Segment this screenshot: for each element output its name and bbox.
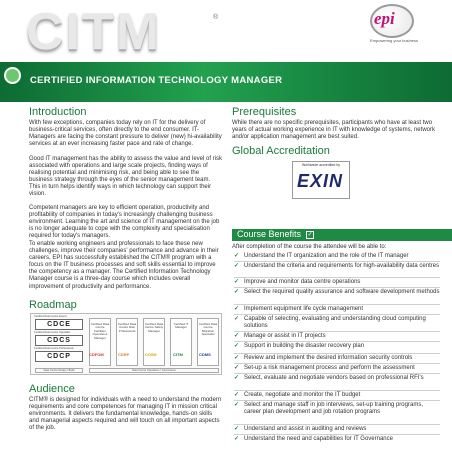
banner-title: CERTIFIED INFORMATION TECHNOLOGY MANAGER	[30, 75, 283, 86]
roadmap-level-cdcp: CDCP	[35, 351, 83, 362]
divider	[234, 400, 440, 401]
intro-paragraph-3: Competent managers are key to efficient operation, productivity and profitability of companies in today's increasingly challenging business environment. Learning the art and science of IT management on the job is no longer adequate to cope with the complexity and specialisation required for today's managers.	[29, 205, 220, 240]
registered-mark: ®	[213, 14, 219, 21]
exin-logo-text: EXIN	[297, 171, 344, 191]
introduction-heading: Introduction	[29, 106, 87, 118]
globe-icon	[4, 67, 21, 84]
roadmap-heading: Roadmap	[29, 299, 77, 311]
prerequisites-text: While there are no specific prerequisites, participants who have at least two years of actual working experience in IT with knowledge of systems, network and/or application management are best suited.	[232, 120, 435, 141]
divider	[234, 304, 440, 305]
roadmap-column: Certified Data Centre Migration Specialist	[197, 318, 219, 366]
benefit-item: ✓ Manage or assist in IT projects	[234, 333, 440, 340]
benefit-item: ✓ Understand and assist in auditing and reviews	[234, 426, 440, 433]
header	[0, 0, 452, 62]
intro-paragraph-1: With few exceptions, companies today rely on IT for the delivery of business-critical services, often directly to the end consumer. IT-Managers are facing the constant pressure to deliver (new) hi-availability services at an ever increasing faster pace and rate of change.	[29, 120, 222, 148]
roadmap-footer-right: Data Centre Operations / Governance	[89, 368, 219, 373]
divider	[234, 373, 440, 374]
epi-logo-text: epi	[374, 9, 395, 28]
benefit-item: ✓ Create, negotiate and monitor the IT budget	[234, 392, 440, 399]
roadmap-column: Certified Data Centre Facilities Operations Manager	[89, 318, 111, 366]
divider	[234, 331, 440, 332]
roadmap-column: Certified IT Manager	[170, 318, 192, 366]
benefit-item: ✓ Select the required quality assurance and software development methods	[234, 289, 440, 296]
divider	[234, 341, 440, 342]
benefit-item: ✓ Understand the need and capabilities for IT Governance	[234, 436, 440, 443]
benefit-item: ✓ Select, evaluate and negotiate vendors based on professional RFI's	[234, 375, 440, 382]
citm-logo: CITM	[26, 3, 162, 61]
accreditation-caption: Worldwide accredited by	[301, 163, 341, 167]
benefit-item: ✓ Capable of selecting, evaluating and understanding cloud computing solutions	[234, 316, 440, 330]
roadmap-code: CDFOM	[89, 352, 104, 357]
roadmap-code: CITM	[173, 352, 183, 357]
divider	[234, 261, 440, 262]
roadmap-level-label: Certified Data Centre Specialist	[34, 331, 71, 334]
roadmap-level-cdcs: CDCS	[35, 335, 83, 346]
audience-text: CITM® is designed for individuals with a need to understand the modern requirements and core competences for managing IT in mission critical environments. It delivers the fundamental knowledge, hands-on skills and managerial aspects required and will touch on all important aspects of the job.	[29, 397, 222, 432]
roadmap-column: Certified Data Centre Risk Professional	[116, 318, 138, 366]
epi-tagline: Empowering your business	[370, 38, 419, 43]
divider	[234, 390, 440, 391]
benefit-item: ✓ Implement equipment life cycle management	[234, 306, 440, 313]
title-banner	[0, 62, 452, 102]
roadmap-level-label: Certified Data Centre Professional	[34, 347, 74, 350]
divider	[234, 363, 440, 364]
benefits-heading: Course Benefits	[237, 229, 302, 239]
divider	[234, 314, 440, 315]
divider	[234, 287, 440, 288]
audience-heading: Audience	[29, 383, 75, 395]
roadmap-code: CDMS	[199, 352, 211, 357]
roadmap-column: Certified Data Centre Safety Manager	[143, 318, 165, 366]
benefit-item: ✓ Understand the criteria and requirements for high-availability data centres	[234, 263, 440, 270]
prerequisites-heading: Prerequisites	[232, 106, 297, 118]
benefit-item: ✓ Review and implement the desired information security controls	[234, 355, 440, 362]
benefit-item: ✓ Support in building the disaster recovery plan	[234, 343, 440, 350]
divider	[234, 353, 440, 354]
divider	[234, 434, 440, 435]
intro-paragraph-2: Good IT management has the ability to assess the value and level of risk associated with operations and large scale projects, finding ways of realising potential and minimising risk, and being able to see the business strategy through the eyes of the senior management team. This in turn helps identify ways in which technology can support their vision.	[29, 156, 222, 198]
roadmap-level-cdce: CDCE	[35, 319, 83, 330]
benefits-intro: After completion of the course the attendee will be able to:	[232, 244, 387, 250]
roadmap-code: COSH	[145, 352, 157, 357]
checkbox-icon: ✓	[307, 232, 313, 238]
benefit-item: ✓ Select and manage staff in job interviews, set-up training programs, career plan development and job rotation programs	[234, 402, 440, 416]
accreditation-heading: Global Accreditation	[232, 145, 330, 157]
divider	[234, 424, 440, 425]
divider	[234, 277, 440, 278]
benefit-item: ✓ Set-up a risk management process and perform the assessment	[234, 365, 440, 372]
benefit-item: ✓ Improve and monitor data centre operations	[234, 279, 440, 286]
roadmap-footer-left: Data Centre Design / Build	[35, 368, 83, 373]
intro-paragraph-4: To enable working engineers and professionals to face these new challenges, improve their companies' performance and advance in their careers, EPI has successfully established the CITM® program with a focus on the IT business processes and soft skills essential to improve the competency as a manager. The Certified Information Technology Manager course is a three-day course which includes overall improvement of productivity and performance.	[29, 241, 219, 290]
roadmap-level-label: Certified Data Centre Expert	[34, 315, 67, 318]
benefit-item: ✓ Understand the IT organization and the role of the IT manager	[234, 253, 440, 260]
roadmap-code: CDRP	[118, 352, 130, 357]
roadmap-diagram	[30, 313, 222, 375]
